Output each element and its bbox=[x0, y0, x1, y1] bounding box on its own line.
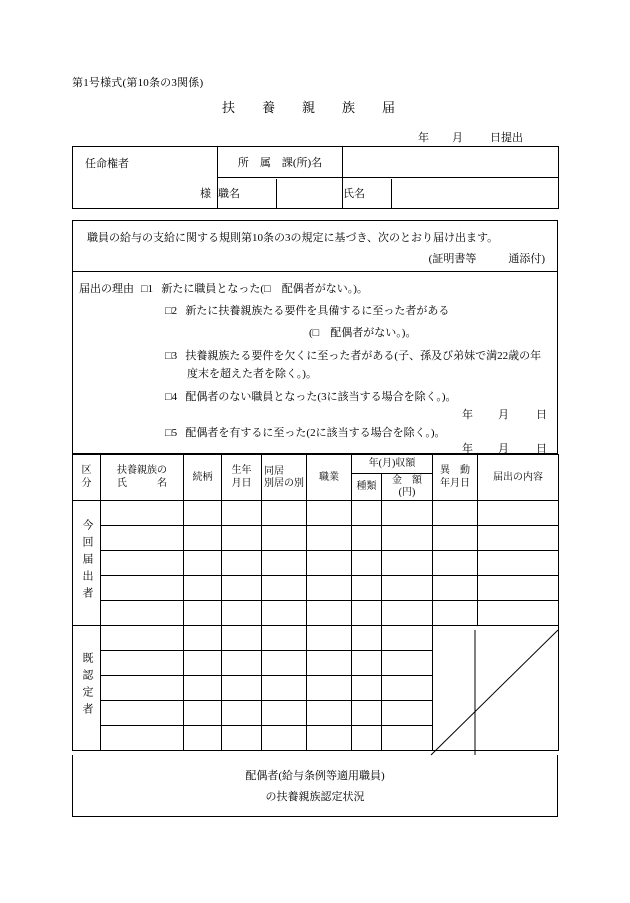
cell-income-type[interactable] bbox=[352, 651, 382, 676]
cell-income-amount[interactable] bbox=[382, 676, 433, 701]
statement-text: 職員の給与の支給に関する規則第10条の3の規定に基づき、次のとおり届け出ます。 bbox=[87, 232, 499, 244]
cell-birth[interactable] bbox=[222, 501, 262, 526]
form-number: 第1号様式(第10条の3関係) bbox=[72, 77, 204, 89]
cell-name[interactable] bbox=[101, 726, 184, 751]
table-row bbox=[73, 526, 559, 551]
cell-relation[interactable] bbox=[184, 576, 222, 601]
cell-content[interactable] bbox=[478, 576, 559, 601]
cell-income-amount[interactable] bbox=[382, 651, 433, 676]
cell-income-type[interactable] bbox=[352, 676, 382, 701]
cell-income-type[interactable] bbox=[352, 601, 382, 626]
cell-existing-strikeout bbox=[433, 626, 559, 751]
dependents-table bbox=[72, 454, 559, 751]
cell-birth[interactable] bbox=[222, 651, 262, 676]
cell-occupation[interactable] bbox=[307, 676, 352, 701]
cell-occupation[interactable] bbox=[307, 651, 352, 676]
col-change-date: 異 動 年月日 bbox=[433, 455, 478, 501]
cell-income-amount[interactable] bbox=[382, 701, 433, 726]
cell-name[interactable] bbox=[101, 501, 184, 526]
reasons-box bbox=[72, 272, 558, 454]
cell-name[interactable] bbox=[101, 551, 184, 576]
certificate-label: (証明書等 bbox=[428, 253, 477, 265]
cell-name[interactable] bbox=[101, 651, 184, 676]
cell-name[interactable] bbox=[101, 576, 184, 601]
cell-relation[interactable] bbox=[184, 651, 222, 676]
cell-income-amount[interactable] bbox=[382, 551, 433, 576]
col-cohabitation: 同居 別居 の別 bbox=[262, 455, 307, 501]
checkbox-icon[interactable]: □ bbox=[165, 427, 172, 439]
cell-cohabit[interactable] bbox=[262, 601, 307, 626]
cell-change-date[interactable] bbox=[433, 576, 478, 601]
checkbox-icon[interactable]: □ bbox=[165, 305, 172, 317]
post-label: 職名 bbox=[218, 179, 276, 208]
cell-income-type[interactable] bbox=[352, 551, 382, 576]
certificate-line bbox=[429, 250, 545, 266]
cell-income-type[interactable] bbox=[352, 726, 382, 751]
cell-relation[interactable] bbox=[184, 551, 222, 576]
cell-cohabit[interactable] bbox=[262, 576, 307, 601]
reason-item-5[interactable] bbox=[165, 424, 446, 440]
spouse-line-1: 配偶者(給与条例等適用職員) bbox=[245, 770, 385, 782]
reason-item-2-cont bbox=[309, 324, 416, 340]
cell-name[interactable] bbox=[101, 701, 184, 726]
submit-day-label: 日提出 bbox=[490, 132, 523, 144]
appointer-table bbox=[72, 146, 559, 209]
group-label-current-text: 今回届出者 bbox=[80, 518, 93, 604]
cell-income-amount[interactable] bbox=[382, 576, 433, 601]
cell-birth[interactable] bbox=[222, 726, 262, 751]
reason-item-3-cont bbox=[187, 365, 317, 381]
submit-year-label: 年 bbox=[418, 132, 429, 144]
cell-occupation[interactable] bbox=[307, 726, 352, 751]
month-label: 月 bbox=[498, 409, 509, 421]
cell-change-date[interactable] bbox=[433, 601, 478, 626]
checkbox-icon[interactable]: □ bbox=[165, 350, 172, 362]
cell-income-amount[interactable] bbox=[382, 601, 433, 626]
statement-box bbox=[72, 220, 558, 272]
reason-no: 2 bbox=[171, 305, 178, 317]
cell-content[interactable] bbox=[478, 501, 559, 526]
page-title: 扶 養 親 族 届 bbox=[222, 100, 403, 115]
col-relationship: 続柄 bbox=[184, 455, 222, 501]
day-label: 日 bbox=[536, 443, 547, 455]
cell-income-amount[interactable] bbox=[382, 626, 433, 651]
reason-item-3[interactable] bbox=[165, 347, 541, 363]
affiliation-label: 所 属 課(所)名 bbox=[218, 147, 343, 178]
cell-cohabit[interactable] bbox=[262, 651, 307, 676]
cell-income-type[interactable] bbox=[352, 526, 382, 551]
cell-name[interactable] bbox=[101, 601, 184, 626]
cell-occupation[interactable] bbox=[307, 501, 352, 526]
cell-income-amount[interactable] bbox=[382, 501, 433, 526]
reason-text: 配偶者のない職員となった(3に該当する場合を除く。)。 bbox=[185, 391, 457, 403]
cell-cohabit[interactable] bbox=[262, 551, 307, 576]
reason-no: 1 bbox=[147, 283, 154, 295]
change-date-1[interactable] bbox=[462, 406, 547, 422]
appointer-cell bbox=[73, 147, 218, 209]
cell-income-type[interactable] bbox=[352, 701, 382, 726]
cell-income-amount[interactable] bbox=[382, 726, 433, 751]
cell-birth[interactable] bbox=[222, 676, 262, 701]
name-label: 氏名 bbox=[343, 179, 391, 208]
checkbox-icon[interactable]: □ bbox=[165, 391, 172, 403]
col-birthdate: 生年 月日 bbox=[222, 455, 262, 501]
cell-content[interactable] bbox=[478, 601, 559, 626]
cell-change-date[interactable] bbox=[433, 501, 478, 526]
cell-relation[interactable] bbox=[184, 601, 222, 626]
reason-no: 5 bbox=[171, 427, 178, 439]
cell-change-date[interactable] bbox=[433, 551, 478, 576]
cell-birth[interactable] bbox=[222, 601, 262, 626]
reason-no: 3 bbox=[171, 350, 178, 362]
post-name-cell bbox=[218, 178, 343, 209]
checkbox-icon[interactable]: □ bbox=[141, 283, 148, 295]
spouse-certification-block bbox=[72, 755, 558, 817]
col-income-type: 種類 bbox=[352, 474, 382, 501]
cell-occupation[interactable] bbox=[307, 551, 352, 576]
col-category: 区 分 bbox=[73, 455, 101, 501]
table-row bbox=[73, 601, 559, 626]
cell-cohabit[interactable] bbox=[262, 726, 307, 751]
cell-change-date[interactable] bbox=[433, 526, 478, 551]
cell-content[interactable] bbox=[478, 526, 559, 551]
cell-birth[interactable] bbox=[222, 526, 262, 551]
col-occupation: 職業 bbox=[307, 455, 352, 501]
cell-relation[interactable] bbox=[184, 626, 222, 651]
cell-content[interactable] bbox=[478, 551, 559, 576]
cell-income-type[interactable] bbox=[352, 576, 382, 601]
table-row bbox=[73, 147, 559, 178]
reason-text: 新たに職員となった(□ 配偶者がない。)。 bbox=[161, 283, 368, 295]
name-cell bbox=[343, 178, 559, 209]
cell-cohabit[interactable] bbox=[262, 526, 307, 551]
cell-occupation[interactable] bbox=[307, 601, 352, 626]
reason-text: 配偶者を有するに至った(2に該当する場合を除く。)。 bbox=[185, 427, 446, 439]
group-label-existing bbox=[73, 626, 101, 751]
cell-cohabit[interactable] bbox=[262, 676, 307, 701]
table-header-row bbox=[73, 455, 559, 474]
reason-text: 扶養親族たる要件を欠くに至った者がある(子、孫及び弟妹で満22歳の年 bbox=[185, 350, 542, 362]
reason-text: 新たに扶養親族たる要件を具備するに至った者がある bbox=[185, 305, 450, 317]
cell-income-type[interactable] bbox=[352, 501, 382, 526]
year-label: 年 bbox=[462, 443, 473, 455]
cell-name[interactable] bbox=[101, 626, 184, 651]
reason-item-4[interactable] bbox=[165, 388, 457, 404]
reason-no: 4 bbox=[171, 391, 178, 403]
reason-item-2[interactable] bbox=[165, 302, 449, 318]
reasons-label: 届出の理由 bbox=[79, 283, 134, 295]
cell-relation[interactable] bbox=[184, 526, 222, 551]
table-row bbox=[73, 551, 559, 576]
reason-item-1[interactable] bbox=[141, 280, 368, 296]
cell-income-amount[interactable] bbox=[382, 526, 433, 551]
col-report-content: 届出の内容 bbox=[478, 455, 559, 501]
attachment-label: 通添付) bbox=[508, 253, 545, 265]
cell-cohabit[interactable] bbox=[262, 626, 307, 651]
appointer-sama: 様 bbox=[200, 187, 211, 200]
cell-income-type[interactable] bbox=[352, 626, 382, 651]
col-income: 年(月)収額 bbox=[352, 455, 433, 474]
month-label: 月 bbox=[498, 443, 509, 455]
day-label: 日 bbox=[536, 409, 547, 421]
cell-relation[interactable] bbox=[184, 701, 222, 726]
spouse-line-2: の扶養親族認定状況 bbox=[265, 791, 365, 803]
group-label-existing-text: 既認定者 bbox=[80, 652, 93, 721]
cell-relation[interactable] bbox=[184, 501, 222, 526]
cell-birth[interactable] bbox=[222, 626, 262, 651]
table-row bbox=[73, 501, 559, 526]
affiliation-value[interactable] bbox=[343, 147, 559, 178]
table-row bbox=[73, 576, 559, 601]
cell-name[interactable] bbox=[101, 526, 184, 551]
name-value[interactable] bbox=[391, 179, 559, 208]
cell-occupation[interactable] bbox=[307, 526, 352, 551]
col-income-amount: 金 額 (円) bbox=[382, 474, 433, 501]
submit-month-label: 月 bbox=[452, 132, 463, 144]
appointer-label: 任命権者 bbox=[85, 157, 129, 170]
year-label: 年 bbox=[462, 409, 473, 421]
cell-birth[interactable] bbox=[222, 551, 262, 576]
reason-text: 度末を超えた者を除く。)。 bbox=[187, 368, 317, 380]
cell-cohabit[interactable] bbox=[262, 701, 307, 726]
cell-relation[interactable] bbox=[184, 726, 222, 751]
cell-relation[interactable] bbox=[184, 676, 222, 701]
cell-cohabit[interactable] bbox=[262, 501, 307, 526]
cell-occupation[interactable] bbox=[307, 576, 352, 601]
cell-occupation[interactable] bbox=[307, 626, 352, 651]
col-dependent-name: 扶養親族の 氏 名 bbox=[101, 455, 184, 501]
group-label-current bbox=[73, 501, 101, 626]
cell-birth[interactable] bbox=[222, 576, 262, 601]
submission-date bbox=[418, 129, 523, 145]
table-row bbox=[73, 626, 559, 651]
reason-text: (□ 配偶者がない。)。 bbox=[309, 327, 417, 339]
post-value[interactable] bbox=[276, 179, 343, 208]
cell-name[interactable] bbox=[101, 676, 184, 701]
cell-birth[interactable] bbox=[222, 701, 262, 726]
cell-occupation[interactable] bbox=[307, 701, 352, 726]
